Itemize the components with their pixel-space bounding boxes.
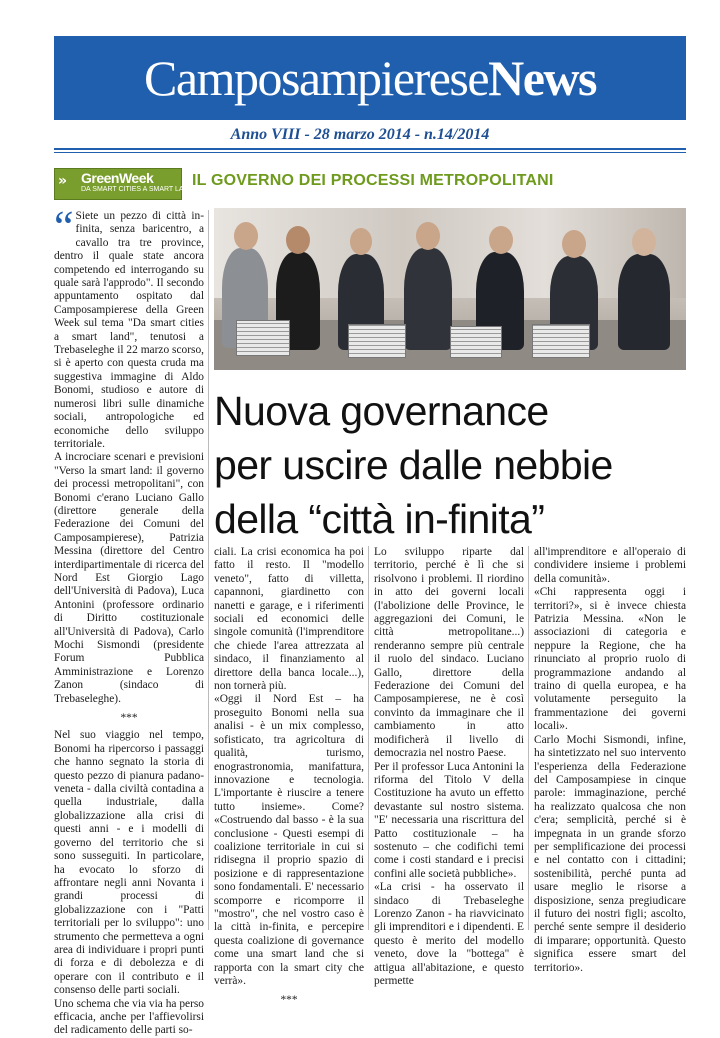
header-rule-bottom <box>54 152 686 153</box>
panelist-head <box>234 222 258 250</box>
paragraph: Per il professor Luca Antonini la riforma del Titolo V della Costituzione ha avuto un effetto devastante sul nostro sistema. "E' necessaria una riscrittura del Patto costituzionale – ha sostenuto – che codifichi temi come i costi standard e i precisi confini alle società pubbliche». <box>374 760 524 880</box>
panelist-head <box>562 230 586 258</box>
panelist-head <box>632 228 656 256</box>
article-column-1 <box>54 202 204 1038</box>
headline-line: per uscire dalle nebbie <box>214 442 613 488</box>
article-column-4 <box>534 546 686 975</box>
panel-photo <box>214 208 686 370</box>
column-divider <box>368 546 369 930</box>
article-headline <box>214 384 694 546</box>
article-column-2 <box>214 546 364 1012</box>
article-column-3 <box>374 546 524 988</box>
paragraph: Uno schema che via via ha perso efficacia, anche per l'affievolirsi del radicamento delle parti so- <box>54 997 204 1037</box>
panelist-head <box>286 226 310 254</box>
logo-title: GreenWeek <box>81 170 154 186</box>
masthead-title-a: Camposampierese <box>144 50 489 106</box>
book-stack <box>450 326 502 358</box>
paragraph: A incrociare scenari e previsioni "Verso la smart land: il governo dei processi metropolitani", con Bonomi c'erano Luciano Gallo (direttore generale della Federazione dei Comuni del Camposampierese), Patrizia Messina (direttore del Centro interdipartimentale di ricerca del Nord Est Giorgio Lago dell'Università di Padova), Luca Antonini (professore ordinario di Diritto costituzionale all'Università di Padova), Carlo Mochi Sismondi (presidente Forum Pubblica Amministrazione e Lorenzo Zanon (sindaco di Trebaseleghe). <box>54 451 204 705</box>
panelist-head <box>350 228 372 255</box>
book-stack <box>348 324 406 358</box>
double-chevron-icon: » <box>58 173 68 189</box>
opening-quote-mark: “ <box>54 202 74 251</box>
paragraph: Carlo Mochi Sismondi, infine, ha sintetizzato nel suo intervento l'esperienza della Federazione del Camposampiese in cinque parole: immaginazione, perché ha realizzato qualcosa che non c'era; semplicità, perché si è impegnata in un grande sforzo per semplificazione dei processi e nel contatto con i cittadini; sostenibilità, perché punta ad usare meglio le risorse a disposizione, senza pregiudicare il futuro dei nostri figli; ascolto, perché sente sempre il desiderio di imparare; opportunità. Questo significa essere smart del territorio». <box>534 733 686 974</box>
paragraph: all'imprenditore e all'operaio di condividere insieme i problemi della comunità». <box>534 546 686 585</box>
masthead <box>54 36 686 120</box>
panelist-figure <box>618 254 670 350</box>
greenweek-logo <box>54 168 194 200</box>
paragraph: «La crisi - ha osservato il sindaco di Trebaseleghe Lorenzo Zanon - ha riavvicinato gli imprenditori e i dipendenti. E questo è merito del modello veneto, dove la "bottega" è attigua all'abitazione, e questo permette <box>374 881 524 987</box>
book-stack <box>236 320 290 356</box>
panelist-figure <box>404 248 452 350</box>
panelist-head <box>489 226 513 254</box>
panelist-head <box>416 222 440 250</box>
column-divider <box>528 546 529 930</box>
column-divider <box>208 210 209 930</box>
section-separator: *** <box>280 994 298 1007</box>
headline-line: della “città in-finita” <box>214 496 545 542</box>
book-stack <box>532 324 590 358</box>
paragraph: ciali. La crisi economica ha poi fatto il resto. Il "modello veneto", fatto di villetta, capannoni, giardinetto con nanetti e garage, e i riferimenti sociali ed economici delle singole comunità (l'imprenditore che chiede l'area attrezzata al sindaco, il finanziamento al direttore della banca locale...), non tornerà più. <box>214 546 364 693</box>
paragraph: Siete un pezzo di città in-finita, senza baricentro, a cavallo tra tre province, dentro il quale state ancora competendo ed interrogando su quale sarà l'approdo". Il secondo appuntamento ospitato dal Camposampierese della Green Week sul tema "Da smart cities a smart land", tenutosi a Trebaseleghe il 22 marzo scorso, si è aperto con questa cruda ma suggestiva immagine di Aldo Bonomi, studioso e autore di numerosi libri sulle dinamiche sociali, antropologiche ed economiche dello sviluppo territoriale. <box>54 210 204 450</box>
paragraph: Nel suo viaggio nel tempo, Bonomi ha ripercorso i passaggi che hanno segnato la storia di questo pezzo di pianura padano-veneta - dalla civiltà contadina a quella industriale, dalla globalizzazione alla crisi di questi anni - e i modelli di governo del territorio che si sono susseguiti. In particolare, ha evocato lo sforzo di affrontare negli anni Novanta i grandi processi di globalizzazione con i "Patti territoriali per lo sviluppo": uno strumento che permetteva a ogni area di individuare i propri punti di forza e di debolezza e di operare con il contributo e il consenso delle parti sociali. <box>54 729 204 997</box>
headline-line: Nuova governance <box>214 388 549 434</box>
header-rule-top <box>54 148 686 150</box>
section-heading: IL GOVERNO DEI PROCESSI METROPOLITANI <box>192 172 554 189</box>
logo-subtitle: DA SMART CITIES A SMART LAND <box>81 186 194 193</box>
section-separator: *** <box>120 712 138 725</box>
paragraph: «Oggi il Nord Est – ha proseguito Bonomi nella sua analisi - è un mix complesso, sofisticato, tra agricoltura di qualità, turismo, enograstronomia, manifattura, innovazione e tecnologia. L'importante è riuscire a tenere tutto insieme». Come? «Costruendo dal basso - è la sua conclusione - Questi esempi di coalizione territoriale in cui si ridisegna il proprio spazio di posizione e di rappresentazione sono fondamentali. E' necessario scomporre e ricomporre il "mostro", che nel vostro caso è la città in-finita, e percepire questa coalizione di governance come una smart land che si rapporta con la smart city che verrà». <box>214 693 364 987</box>
masthead-title <box>54 40 686 116</box>
paragraph: Lo sviluppo riparte dal territorio, perché è lì che si risolvono i problemi. Il riordino in atto dei governi locali (l'abolizione delle Province, le aggregazioni dei Comuni, le città metropolitane...) renderanno sempre più centrale il ruolo del sindaco. Luciano Gallo, direttore della Federazione dei Comuni del Camposampierese, ne è così convinto da immaginare che il cambiamento in atto modificherà il livello di democrazia nel nostro Paese. <box>374 546 524 760</box>
issue-line: Anno VIII - 28 marzo 2014 - n.14/2014 <box>230 126 490 143</box>
paragraph: «Chi rappresenta oggi i territori?», si è invece chiesta Patrizia Messina. «Non le associazioni di categoria e neppure la Regione, che ha rinunciato al proprio ruolo di programmazione andando al traino di quella europea, e ha volutamente perseguito la frammentazione dei governi locali». <box>534 586 686 733</box>
masthead-title-b: News <box>488 50 596 106</box>
